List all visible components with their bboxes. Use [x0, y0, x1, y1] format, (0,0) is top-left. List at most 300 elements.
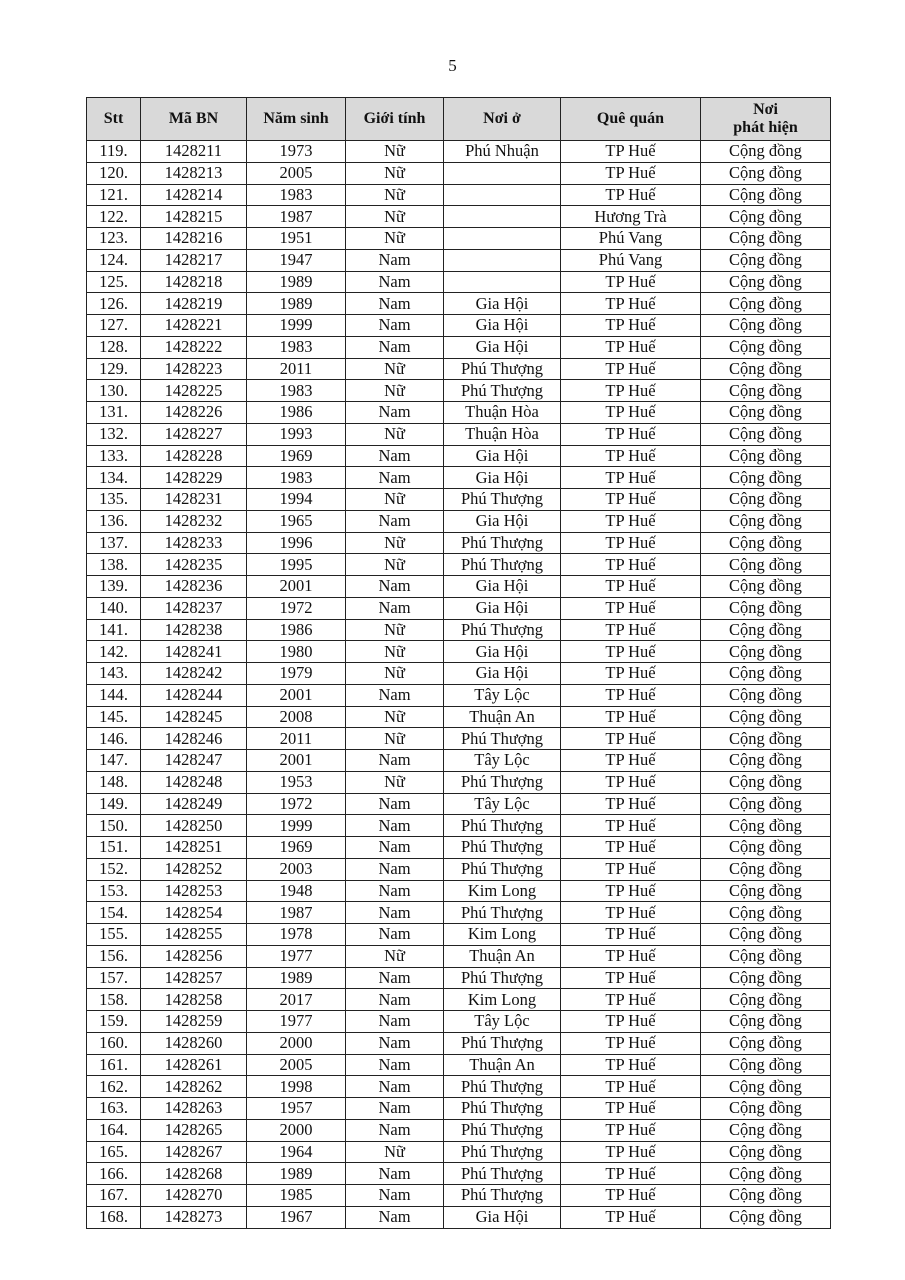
cell-stt: 122. — [87, 206, 141, 228]
cell-noi-o: Phú Thượng — [444, 815, 561, 837]
cell-stt: 147. — [87, 750, 141, 772]
cell-noi-o: Gia Hội — [444, 467, 561, 489]
cell-gioi-tinh: Nữ — [346, 1141, 444, 1163]
header-noi-phat-hien-line1: Nơi — [753, 101, 778, 118]
cell-ma-bn: 1428245 — [141, 706, 247, 728]
table-row — [87, 1054, 831, 1076]
cell-ma-bn: 1428237 — [141, 597, 247, 619]
cell-ma-bn: 1428216 — [141, 228, 247, 250]
cell-noi-phat-hien: Cộng đồng — [701, 489, 831, 511]
cell-gioi-tinh: Nam — [346, 1032, 444, 1054]
cell-gioi-tinh: Nam — [346, 837, 444, 859]
cell-noi-o: Thuận Hòa — [444, 423, 561, 445]
cell-nam-sinh: 1986 — [247, 619, 346, 641]
cell-noi-phat-hien: Cộng đồng — [701, 837, 831, 859]
cell-noi-phat-hien: Cộng đồng — [701, 510, 831, 532]
cell-gioi-tinh: Nữ — [346, 206, 444, 228]
cell-ma-bn: 1428262 — [141, 1076, 247, 1098]
cell-ma-bn: 1428256 — [141, 945, 247, 967]
cell-que-quan: TP Huế — [561, 576, 701, 598]
cell-gioi-tinh: Nữ — [346, 706, 444, 728]
table-row — [87, 771, 831, 793]
cell-noi-phat-hien: Cộng đồng — [701, 815, 831, 837]
cell-nam-sinh: 2001 — [247, 750, 346, 772]
cell-noi-o: Phú Thượng — [444, 967, 561, 989]
cell-nam-sinh: 2000 — [247, 1119, 346, 1141]
table-row — [87, 945, 831, 967]
table-row — [87, 467, 831, 489]
cell-que-quan: TP Huế — [561, 641, 701, 663]
table-row — [87, 249, 831, 271]
cell-noi-o: Kim Long — [444, 880, 561, 902]
cell-noi-phat-hien: Cộng đồng — [701, 989, 831, 1011]
cell-stt: 137. — [87, 532, 141, 554]
cell-noi-o: Phú Thượng — [444, 771, 561, 793]
cell-noi-o: Thuận An — [444, 945, 561, 967]
cell-que-quan: TP Huế — [561, 1185, 701, 1207]
cell-ma-bn: 1428253 — [141, 880, 247, 902]
table-row — [87, 1098, 831, 1120]
cell-gioi-tinh: Nam — [346, 336, 444, 358]
cell-que-quan: TP Huế — [561, 141, 701, 163]
table-row — [87, 924, 831, 946]
cell-que-quan: Phú Vang — [561, 249, 701, 271]
cell-noi-phat-hien: Cộng đồng — [701, 293, 831, 315]
cell-noi-o: Phú Thượng — [444, 1163, 561, 1185]
cell-noi-o: Tây Lộc — [444, 1011, 561, 1033]
cell-gioi-tinh: Nữ — [346, 728, 444, 750]
cell-que-quan: TP Huế — [561, 184, 701, 206]
cell-que-quan: TP Huế — [561, 489, 701, 511]
header-que-quan: Quê quán — [561, 98, 701, 141]
cell-nam-sinh: 1983 — [247, 184, 346, 206]
cell-stt: 134. — [87, 467, 141, 489]
cell-que-quan: TP Huế — [561, 684, 701, 706]
cell-gioi-tinh: Nam — [346, 793, 444, 815]
header-ma-bn: Mã BN — [141, 98, 247, 141]
cell-noi-o: Gia Hội — [444, 293, 561, 315]
cell-stt: 132. — [87, 423, 141, 445]
cell-noi-o: Phú Thượng — [444, 858, 561, 880]
cell-noi-phat-hien: Cộng đồng — [701, 597, 831, 619]
table-row — [87, 423, 831, 445]
cell-ma-bn: 1428248 — [141, 771, 247, 793]
cell-que-quan: TP Huế — [561, 945, 701, 967]
table-row — [87, 1185, 831, 1207]
page-number: 5 — [448, 56, 457, 75]
table-row — [87, 141, 831, 163]
cell-nam-sinh: 2011 — [247, 358, 346, 380]
table-row — [87, 293, 831, 315]
cell-stt: 136. — [87, 510, 141, 532]
cell-gioi-tinh: Nam — [346, 880, 444, 902]
cell-que-quan: TP Huế — [561, 532, 701, 554]
cell-que-quan: TP Huế — [561, 336, 701, 358]
table-row — [87, 380, 831, 402]
cell-que-quan: TP Huế — [561, 293, 701, 315]
cell-stt: 141. — [87, 619, 141, 641]
cell-stt: 165. — [87, 1141, 141, 1163]
cell-que-quan: TP Huế — [561, 880, 701, 902]
cell-stt: 152. — [87, 858, 141, 880]
cell-noi-o: Phú Thượng — [444, 1032, 561, 1054]
cell-noi-phat-hien: Cộng đồng — [701, 162, 831, 184]
cell-noi-phat-hien: Cộng đồng — [701, 924, 831, 946]
cell-noi-phat-hien: Cộng đồng — [701, 1076, 831, 1098]
cell-ma-bn: 1428265 — [141, 1119, 247, 1141]
cell-ma-bn: 1428236 — [141, 576, 247, 598]
cell-noi-phat-hien: Cộng đồng — [701, 1163, 831, 1185]
cell-nam-sinh: 1953 — [247, 771, 346, 793]
cell-noi-o: Phú Nhuận — [444, 141, 561, 163]
cell-noi-phat-hien: Cộng đồng — [701, 945, 831, 967]
cell-que-quan: TP Huế — [561, 706, 701, 728]
cell-stt: 150. — [87, 815, 141, 837]
header-noi-phat-hien — [701, 98, 831, 141]
cell-nam-sinh: 1999 — [247, 815, 346, 837]
cell-que-quan: TP Huế — [561, 1098, 701, 1120]
cell-noi-phat-hien: Cộng đồng — [701, 793, 831, 815]
cell-nam-sinh: 2000 — [247, 1032, 346, 1054]
cell-noi-phat-hien: Cộng đồng — [701, 554, 831, 576]
cell-nam-sinh: 2005 — [247, 1054, 346, 1076]
table-row — [87, 1141, 831, 1163]
cell-nam-sinh: 1947 — [247, 249, 346, 271]
cell-que-quan: TP Huế — [561, 1011, 701, 1033]
cell-gioi-tinh: Nữ — [346, 771, 444, 793]
cell-gioi-tinh: Nữ — [346, 532, 444, 554]
cell-noi-o: Phú Thượng — [444, 837, 561, 859]
cell-noi-phat-hien: Cộng đồng — [701, 750, 831, 772]
header-noi-o: Nơi ở — [444, 98, 561, 141]
cell-ma-bn: 1428267 — [141, 1141, 247, 1163]
cell-stt: 127. — [87, 315, 141, 337]
cell-que-quan: TP Huế — [561, 967, 701, 989]
cell-noi-phat-hien: Cộng đồng — [701, 1011, 831, 1033]
cell-gioi-tinh: Nam — [346, 1206, 444, 1228]
cell-ma-bn: 1428229 — [141, 467, 247, 489]
cell-nam-sinh: 2001 — [247, 576, 346, 598]
cell-noi-o: Phú Thượng — [444, 619, 561, 641]
header-noi-phat-hien-line2: phát hiện — [733, 119, 798, 136]
cell-nam-sinh: 1967 — [247, 1206, 346, 1228]
cell-nam-sinh: 1978 — [247, 924, 346, 946]
cell-que-quan: TP Huế — [561, 858, 701, 880]
cell-nam-sinh: 1993 — [247, 423, 346, 445]
table-row — [87, 750, 831, 772]
cell-ma-bn: 1428246 — [141, 728, 247, 750]
table-row — [87, 619, 831, 641]
cell-ma-bn: 1428218 — [141, 271, 247, 293]
header-gioi-tinh: Giới tính — [346, 98, 444, 141]
cell-noi-phat-hien: Cộng đồng — [701, 1185, 831, 1207]
cell-gioi-tinh: Nam — [346, 967, 444, 989]
cell-que-quan: TP Huế — [561, 380, 701, 402]
cell-noi-phat-hien: Cộng đồng — [701, 967, 831, 989]
cell-noi-o: Kim Long — [444, 924, 561, 946]
cell-que-quan: Phú Vang — [561, 228, 701, 250]
cell-noi-phat-hien: Cộng đồng — [701, 576, 831, 598]
cell-noi-o — [444, 184, 561, 206]
table-row — [87, 576, 831, 598]
cell-nam-sinh: 1999 — [247, 315, 346, 337]
table-row — [87, 271, 831, 293]
cell-nam-sinh: 1973 — [247, 141, 346, 163]
cell-stt: 129. — [87, 358, 141, 380]
cell-gioi-tinh: Nữ — [346, 358, 444, 380]
cell-noi-o: Gia Hội — [444, 597, 561, 619]
cell-gioi-tinh: Nam — [346, 1185, 444, 1207]
cell-ma-bn: 1428261 — [141, 1054, 247, 1076]
cell-noi-o: Phú Thượng — [444, 358, 561, 380]
cell-que-quan: Hương Trà — [561, 206, 701, 228]
cell-que-quan: TP Huế — [561, 1076, 701, 1098]
cell-que-quan: TP Huế — [561, 989, 701, 1011]
cell-nam-sinh: 1995 — [247, 554, 346, 576]
cell-que-quan: TP Huế — [561, 619, 701, 641]
cell-que-quan: TP Huế — [561, 1206, 701, 1228]
table-row — [87, 206, 831, 228]
cell-noi-o — [444, 206, 561, 228]
cell-noi-phat-hien: Cộng đồng — [701, 1098, 831, 1120]
cell-noi-o: Gia Hội — [444, 663, 561, 685]
cell-que-quan: TP Huế — [561, 728, 701, 750]
cell-ma-bn: 1428235 — [141, 554, 247, 576]
cell-ma-bn: 1428254 — [141, 902, 247, 924]
cell-noi-o: Phú Thượng — [444, 1076, 561, 1098]
cell-noi-o: Gia Hội — [444, 336, 561, 358]
table-row — [87, 663, 831, 685]
cell-gioi-tinh: Nam — [346, 989, 444, 1011]
cell-noi-phat-hien: Cộng đồng — [701, 641, 831, 663]
cell-nam-sinh: 1951 — [247, 228, 346, 250]
cell-gioi-tinh: Nam — [346, 402, 444, 424]
table-row — [87, 837, 831, 859]
cell-ma-bn: 1428259 — [141, 1011, 247, 1033]
cell-gioi-tinh: Nữ — [346, 162, 444, 184]
cell-noi-o: Phú Thượng — [444, 902, 561, 924]
cell-noi-phat-hien: Cộng đồng — [701, 467, 831, 489]
cell-stt: 164. — [87, 1119, 141, 1141]
cell-ma-bn: 1428213 — [141, 162, 247, 184]
cell-ma-bn: 1428228 — [141, 445, 247, 467]
cell-que-quan: TP Huế — [561, 554, 701, 576]
cell-noi-phat-hien: Cộng đồng — [701, 532, 831, 554]
cell-stt: 159. — [87, 1011, 141, 1033]
cell-ma-bn: 1428215 — [141, 206, 247, 228]
cell-stt: 140. — [87, 597, 141, 619]
cell-gioi-tinh: Nam — [346, 1163, 444, 1185]
cell-gioi-tinh: Nam — [346, 1119, 444, 1141]
cell-ma-bn: 1428257 — [141, 967, 247, 989]
cell-noi-phat-hien: Cộng đồng — [701, 336, 831, 358]
cell-gioi-tinh: Nữ — [346, 619, 444, 641]
cell-gioi-tinh: Nam — [346, 902, 444, 924]
cell-noi-o: Tây Lộc — [444, 684, 561, 706]
cell-ma-bn: 1428263 — [141, 1098, 247, 1120]
cell-noi-phat-hien: Cộng đồng — [701, 728, 831, 750]
table-row — [87, 880, 831, 902]
table-row — [87, 1076, 831, 1098]
table-body — [87, 141, 831, 1229]
cell-que-quan: TP Huế — [561, 1119, 701, 1141]
cell-ma-bn: 1428252 — [141, 858, 247, 880]
cell-ma-bn: 1428221 — [141, 315, 247, 337]
cell-stt: 123. — [87, 228, 141, 250]
cell-noi-phat-hien: Cộng đồng — [701, 184, 831, 206]
cell-nam-sinh: 1980 — [247, 641, 346, 663]
cell-noi-o — [444, 271, 561, 293]
cell-que-quan: TP Huế — [561, 315, 701, 337]
cell-ma-bn: 1428270 — [141, 1185, 247, 1207]
cell-nam-sinh: 2005 — [247, 162, 346, 184]
cell-nam-sinh: 1965 — [247, 510, 346, 532]
cell-noi-o: Phú Thượng — [444, 1141, 561, 1163]
cell-noi-o — [444, 228, 561, 250]
cell-gioi-tinh: Nam — [346, 1011, 444, 1033]
table-row — [87, 902, 831, 924]
cell-que-quan: TP Huế — [561, 423, 701, 445]
cell-ma-bn: 1428250 — [141, 815, 247, 837]
cell-que-quan: TP Huế — [561, 510, 701, 532]
cell-noi-phat-hien: Cộng đồng — [701, 858, 831, 880]
cell-gioi-tinh: Nữ — [346, 423, 444, 445]
cell-nam-sinh: 1994 — [247, 489, 346, 511]
cell-que-quan: TP Huế — [561, 445, 701, 467]
cell-noi-phat-hien: Cộng đồng — [701, 141, 831, 163]
cell-noi-phat-hien: Cộng đồng — [701, 358, 831, 380]
cell-noi-o: Gia Hội — [444, 510, 561, 532]
cell-que-quan: TP Huế — [561, 902, 701, 924]
cell-nam-sinh: 1986 — [247, 402, 346, 424]
table-row — [87, 1032, 831, 1054]
table-row — [87, 706, 831, 728]
cell-nam-sinh: 1989 — [247, 1163, 346, 1185]
cell-noi-phat-hien: Cộng đồng — [701, 619, 831, 641]
cell-gioi-tinh: Nam — [346, 1076, 444, 1098]
cell-noi-phat-hien: Cộng đồng — [701, 228, 831, 250]
cell-que-quan: TP Huế — [561, 358, 701, 380]
cell-stt: 119. — [87, 141, 141, 163]
cell-que-quan: TP Huế — [561, 750, 701, 772]
cell-gioi-tinh: Nam — [346, 684, 444, 706]
cell-noi-phat-hien: Cộng đồng — [701, 445, 831, 467]
table-row — [87, 1119, 831, 1141]
cell-ma-bn: 1428232 — [141, 510, 247, 532]
cell-gioi-tinh: Nam — [346, 271, 444, 293]
cell-que-quan: TP Huế — [561, 1163, 701, 1185]
cell-nam-sinh: 1987 — [247, 206, 346, 228]
cell-stt: 125. — [87, 271, 141, 293]
cell-noi-o: Kim Long — [444, 989, 561, 1011]
cell-stt: 133. — [87, 445, 141, 467]
cell-nam-sinh: 1987 — [247, 902, 346, 924]
cell-stt: 131. — [87, 402, 141, 424]
patient-table — [86, 97, 831, 1229]
cell-stt: 157. — [87, 967, 141, 989]
cell-que-quan: TP Huế — [561, 771, 701, 793]
cell-ma-bn: 1428211 — [141, 141, 247, 163]
cell-stt: 126. — [87, 293, 141, 315]
cell-stt: 135. — [87, 489, 141, 511]
cell-nam-sinh: 1977 — [247, 1011, 346, 1033]
table-row — [87, 684, 831, 706]
cell-noi-phat-hien: Cộng đồng — [701, 423, 831, 445]
table-row — [87, 315, 831, 337]
table-row — [87, 445, 831, 467]
cell-que-quan: TP Huế — [561, 793, 701, 815]
cell-que-quan: TP Huế — [561, 162, 701, 184]
cell-noi-phat-hien: Cộng đồng — [701, 902, 831, 924]
cell-stt: 166. — [87, 1163, 141, 1185]
cell-gioi-tinh: Nam — [346, 445, 444, 467]
cell-nam-sinh: 1964 — [247, 1141, 346, 1163]
cell-noi-phat-hien: Cộng đồng — [701, 380, 831, 402]
cell-nam-sinh: 2003 — [247, 858, 346, 880]
cell-ma-bn: 1428251 — [141, 837, 247, 859]
cell-que-quan: TP Huế — [561, 837, 701, 859]
table-row — [87, 1011, 831, 1033]
cell-stt: 162. — [87, 1076, 141, 1098]
cell-ma-bn: 1428273 — [141, 1206, 247, 1228]
cell-nam-sinh: 1983 — [247, 467, 346, 489]
cell-gioi-tinh: Nữ — [346, 380, 444, 402]
cell-ma-bn: 1428268 — [141, 1163, 247, 1185]
cell-nam-sinh: 1989 — [247, 271, 346, 293]
cell-gioi-tinh: Nữ — [346, 945, 444, 967]
cell-que-quan: TP Huế — [561, 271, 701, 293]
cell-ma-bn: 1428244 — [141, 684, 247, 706]
table-row — [87, 532, 831, 554]
header-stt: Stt — [87, 98, 141, 141]
cell-nam-sinh: 1969 — [247, 445, 346, 467]
cell-ma-bn: 1428260 — [141, 1032, 247, 1054]
cell-que-quan: TP Huế — [561, 402, 701, 424]
table-row — [87, 815, 831, 837]
table-row — [87, 554, 831, 576]
cell-gioi-tinh: Nữ — [346, 141, 444, 163]
cell-nam-sinh: 2001 — [247, 684, 346, 706]
cell-ma-bn: 1428227 — [141, 423, 247, 445]
cell-ma-bn: 1428233 — [141, 532, 247, 554]
cell-noi-o: Gia Hội — [444, 576, 561, 598]
cell-gioi-tinh: Nam — [346, 467, 444, 489]
cell-stt: 151. — [87, 837, 141, 859]
cell-gioi-tinh: Nam — [346, 1098, 444, 1120]
cell-noi-phat-hien: Cộng đồng — [701, 206, 831, 228]
cell-que-quan: TP Huế — [561, 1032, 701, 1054]
cell-ma-bn: 1428249 — [141, 793, 247, 815]
cell-stt: 154. — [87, 902, 141, 924]
cell-stt: 155. — [87, 924, 141, 946]
cell-ma-bn: 1428241 — [141, 641, 247, 663]
cell-noi-phat-hien: Cộng đồng — [701, 706, 831, 728]
cell-stt: 142. — [87, 641, 141, 663]
cell-gioi-tinh: Nam — [346, 249, 444, 271]
cell-noi-o: Thuận Hòa — [444, 402, 561, 424]
cell-gioi-tinh: Nam — [346, 597, 444, 619]
cell-ma-bn: 1428225 — [141, 380, 247, 402]
cell-ma-bn: 1428222 — [141, 336, 247, 358]
table-row — [87, 967, 831, 989]
table-header-row — [87, 98, 831, 141]
table-row — [87, 1163, 831, 1185]
cell-noi-phat-hien: Cộng đồng — [701, 249, 831, 271]
cell-ma-bn: 1428255 — [141, 924, 247, 946]
table-row — [87, 228, 831, 250]
cell-stt: 168. — [87, 1206, 141, 1228]
table-row — [87, 162, 831, 184]
